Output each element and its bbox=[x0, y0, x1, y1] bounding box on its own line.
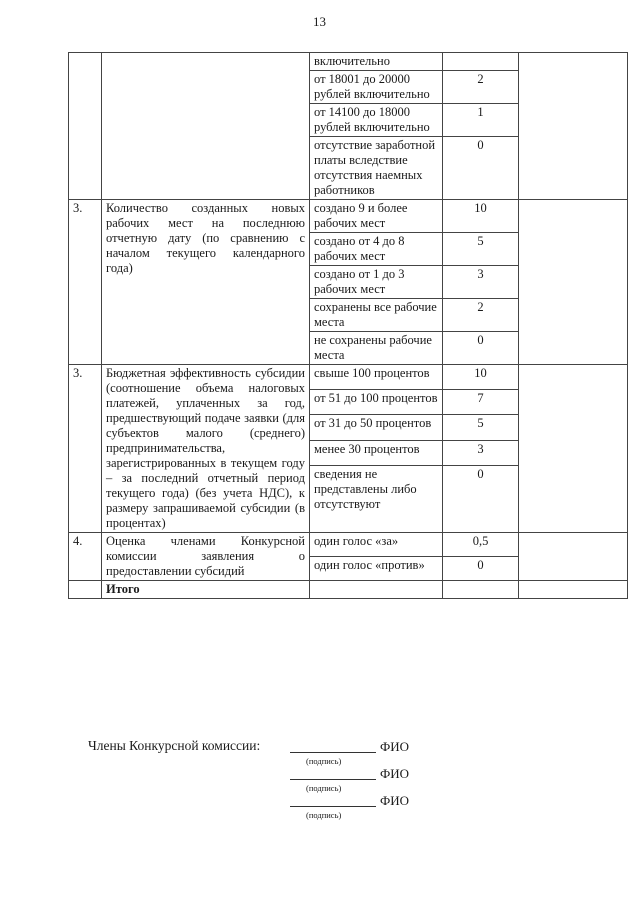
points-cell: 5 bbox=[443, 415, 519, 440]
table-row bbox=[69, 533, 628, 557]
signature-line bbox=[290, 806, 376, 807]
table-row bbox=[69, 53, 628, 71]
points-cell bbox=[443, 581, 519, 599]
row-number-cell bbox=[69, 53, 102, 200]
score-cell bbox=[519, 365, 628, 533]
points-cell: 0 bbox=[443, 557, 519, 581]
option-cell: создано 9 и более рабочих мест bbox=[310, 200, 443, 233]
row-number-cell: 3. bbox=[69, 365, 102, 533]
points-cell: 0 bbox=[443, 465, 519, 532]
score-cell bbox=[519, 581, 628, 599]
signature-caption: (подпись) bbox=[306, 783, 342, 793]
signature-line bbox=[290, 752, 376, 753]
points-cell: 2 bbox=[443, 71, 519, 104]
option-cell: включительно bbox=[310, 53, 443, 71]
points-cell: 0 bbox=[443, 332, 519, 365]
evaluation-table bbox=[68, 52, 628, 599]
row-number-cell: 3. bbox=[69, 200, 102, 365]
option-cell: один голос «за» bbox=[310, 533, 443, 557]
table-row bbox=[69, 365, 628, 390]
score-cell bbox=[519, 533, 628, 581]
points-cell: 3 bbox=[443, 266, 519, 299]
points-cell: 10 bbox=[443, 365, 519, 390]
option-cell: создано от 4 до 8 рабочих мест bbox=[310, 233, 443, 266]
table-row bbox=[69, 200, 628, 233]
points-cell: 1 bbox=[443, 104, 519, 137]
row-number-cell bbox=[69, 581, 102, 599]
option-cell: отсутствие заработной платы вследствие отсутствия наемных работников bbox=[310, 137, 443, 200]
fio-label: ФИО bbox=[380, 793, 410, 808]
row-number-cell: 4. bbox=[69, 533, 102, 581]
points-cell: 10 bbox=[443, 200, 519, 233]
score-cell bbox=[519, 53, 628, 200]
option-cell: не сохранены рабочие места bbox=[310, 332, 443, 365]
option-cell: свыше 100 процентов bbox=[310, 365, 443, 390]
commission-members-label: Члены Конкурсной комиссии: bbox=[88, 738, 261, 753]
criterion-cell bbox=[102, 53, 310, 200]
criterion-cell: Оценка членами Конкурсной комиссии заявления о предоставлении субсидий bbox=[102, 533, 310, 581]
signature-caption: (подпись) bbox=[306, 756, 342, 766]
option-cell bbox=[310, 581, 443, 599]
option-cell: создано от 1 до 3 рабочих мест bbox=[310, 266, 443, 299]
criterion-cell: Бюджетная эффективность субсидии (соотношение объема налоговых платежей, уплаченных за год, предшествующий подаче заявки (для субъектов малого (среднего) предпринимательства, зарегистрированных в текущем году – за последний отчетный период текущего года) (без учета НДС), к размеру запрашиваемой субсидии (в процентах) bbox=[102, 365, 310, 533]
criterion-cell: Количество созданных новых рабочих мест на последнюю отчетную дату (по сравнению с началом текущего календарного года) bbox=[102, 200, 310, 365]
points-cell: 0,5 bbox=[443, 533, 519, 557]
points-cell: 2 bbox=[443, 299, 519, 332]
option-cell: менее 30 процентов bbox=[310, 440, 443, 465]
option-cell: сохранены все рабочие места bbox=[310, 299, 443, 332]
points-cell: 7 bbox=[443, 390, 519, 415]
fio-label: ФИО bbox=[380, 739, 410, 754]
points-cell: 5 bbox=[443, 233, 519, 266]
signature-line bbox=[290, 779, 376, 780]
option-cell: один голос «против» bbox=[310, 557, 443, 581]
score-cell bbox=[519, 200, 628, 365]
points-cell: 0 bbox=[443, 137, 519, 200]
option-cell: сведения не представлены либо отсутствуют bbox=[310, 465, 443, 532]
option-cell: от 14100 до 18000 рублей включительно bbox=[310, 104, 443, 137]
total-row bbox=[69, 581, 628, 599]
option-cell: от 51 до 100 процентов bbox=[310, 390, 443, 415]
signature-caption: (подпись) bbox=[306, 810, 342, 820]
option-cell: от 31 до 50 процентов bbox=[310, 415, 443, 440]
total-label: Итого bbox=[102, 581, 310, 599]
points-cell bbox=[443, 53, 519, 71]
option-cell: от 18001 до 20000 рублей включительно bbox=[310, 71, 443, 104]
page-number: 13 bbox=[313, 14, 326, 29]
points-cell: 3 bbox=[443, 440, 519, 465]
fio-label: ФИО bbox=[380, 766, 410, 781]
